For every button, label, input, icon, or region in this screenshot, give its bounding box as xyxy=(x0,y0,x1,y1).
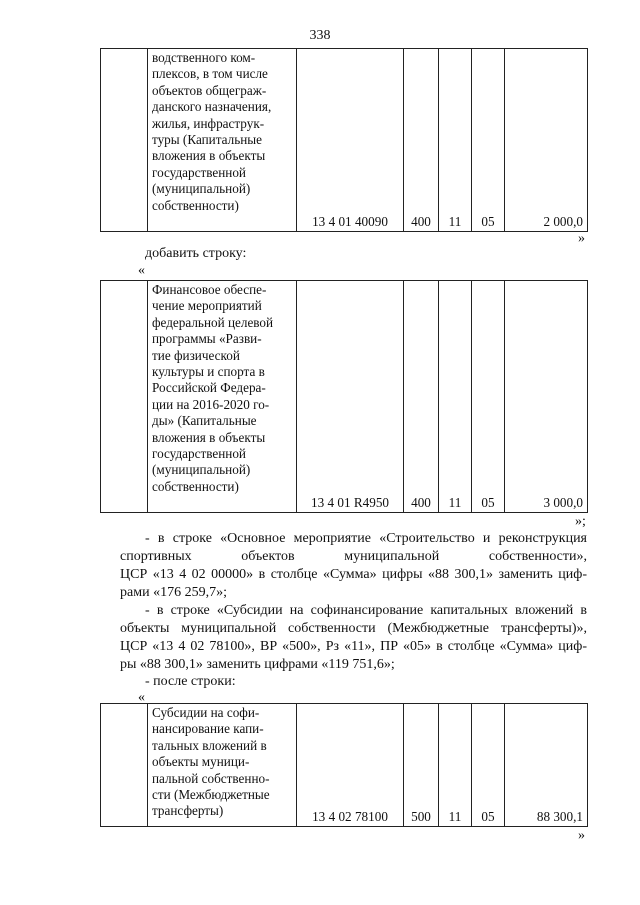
desc-line: государственной xyxy=(152,446,246,462)
desc-line: федеральной целевой xyxy=(152,314,274,330)
empty-cell xyxy=(101,704,148,827)
table-row xyxy=(101,49,588,232)
budget-table-fragment-1 xyxy=(100,48,588,232)
closing-quote: »; xyxy=(575,514,586,529)
desc-line: жилья, инфраструк- xyxy=(152,115,265,131)
pr-cell: 05 xyxy=(472,281,505,513)
budget-table-fragment-2 xyxy=(100,280,588,513)
desc-line: нансирование капи- xyxy=(152,721,264,737)
paragraph-line: - в строке «Субсидии на софинансирование капитальных вложений в xyxy=(145,603,587,618)
paragraph-line: ры «88 300,1» заменить цифрами «119 751,6»; xyxy=(120,657,395,672)
desc-line: водственного ком- xyxy=(152,50,256,65)
desc-line: культуры и спорта в xyxy=(152,364,265,380)
row-description xyxy=(148,704,297,827)
desc-line: Субсидии на софи- xyxy=(152,705,260,720)
budget-table-fragment-3 xyxy=(100,703,588,827)
desc-line: туры (Капитальные xyxy=(152,132,263,148)
row-description xyxy=(148,49,297,232)
closing-quote: » xyxy=(578,828,585,843)
desc-line: Финансовое обеспе- xyxy=(152,282,267,297)
paragraph-line: - в строке «Основное мероприятие «Строительство и реконструкция xyxy=(145,531,587,546)
rz-cell: 11 xyxy=(439,281,472,513)
desc-line: (муниципальной) xyxy=(152,462,251,478)
pr-cell: 05 xyxy=(472,704,505,827)
desc-line: ции на 2016-2020 го- xyxy=(152,396,270,412)
desc-line: вложения в объекты xyxy=(152,148,266,164)
desc-line: объектов общеграж- xyxy=(152,82,267,98)
desc-line: тальных вложений в xyxy=(152,737,267,753)
csr-cell: 13 4 02 78100 xyxy=(297,704,404,827)
rz-cell: 11 xyxy=(439,704,472,827)
desc-line: тие физической xyxy=(152,347,240,363)
paragraph-line: ЦСР «13 4 02 78100», ВР «500», Рз «11», ПР «05» в столбце «Сумма» циф- xyxy=(120,639,587,654)
desc-line: объекты муници- xyxy=(152,754,250,770)
empty-cell xyxy=(101,49,148,232)
desc-line: данского назначения, xyxy=(152,99,272,115)
page-number: 338 xyxy=(309,28,331,43)
desc-line: собственности) xyxy=(152,478,239,494)
rz-cell: 11 xyxy=(439,49,472,232)
table-row xyxy=(101,281,588,513)
instruction-paragraph-1 xyxy=(120,530,587,602)
desc-line: ды» (Капитальные xyxy=(152,413,257,429)
csr-cell: 13 4 01 R4950 xyxy=(297,281,404,513)
desc-line: (муниципальной) xyxy=(152,181,251,197)
desc-line: Российской Федера- xyxy=(152,380,266,396)
csr-cell: 13 4 01 40090 xyxy=(297,49,404,232)
opening-quote: « xyxy=(138,690,145,705)
vr-cell: 400 xyxy=(404,49,439,232)
paragraph-line: ЦСР «13 4 02 00000» в столбце «Сумма» цифры «88 300,1» заменить циф- xyxy=(120,567,587,582)
closing-quote: » xyxy=(578,231,585,246)
desc-line: государственной xyxy=(152,164,246,180)
desc-line: пальной собственно- xyxy=(152,770,270,786)
row-description xyxy=(148,281,297,513)
vr-cell: 500 xyxy=(404,704,439,827)
sum-cell: 88 300,1 xyxy=(505,704,588,827)
desc-line: программы «Разви- xyxy=(152,331,262,347)
sum-cell: 2 000,0 xyxy=(505,49,588,232)
add-row-text: добавить строку: xyxy=(145,246,247,261)
desc-line: вложения в объекты xyxy=(152,429,266,445)
opening-quote: « xyxy=(138,263,145,278)
desc-line: чение мероприятий xyxy=(152,298,262,314)
after-row-text: - после строки: xyxy=(145,674,236,689)
paragraph-line: рами «176 259,7»; xyxy=(120,585,227,600)
paragraph-line: спортивных объектов муниципальной собственности», xyxy=(120,549,587,564)
table-row xyxy=(101,704,588,827)
sum-cell: 3 000,0 xyxy=(505,281,588,513)
vr-cell: 400 xyxy=(404,281,439,513)
paragraph-line: объекты муниципальной собственности (Межбюджетные трансферты)», xyxy=(120,621,587,636)
desc-line: трансферты) xyxy=(152,803,224,819)
desc-line: собственности) xyxy=(152,197,239,213)
instruction-paragraph-2 xyxy=(120,602,587,674)
desc-line: плексов, в том числе xyxy=(152,66,268,82)
desc-line: сти (Межбюджетные xyxy=(152,787,270,803)
empty-cell xyxy=(101,281,148,513)
pr-cell: 05 xyxy=(472,49,505,232)
